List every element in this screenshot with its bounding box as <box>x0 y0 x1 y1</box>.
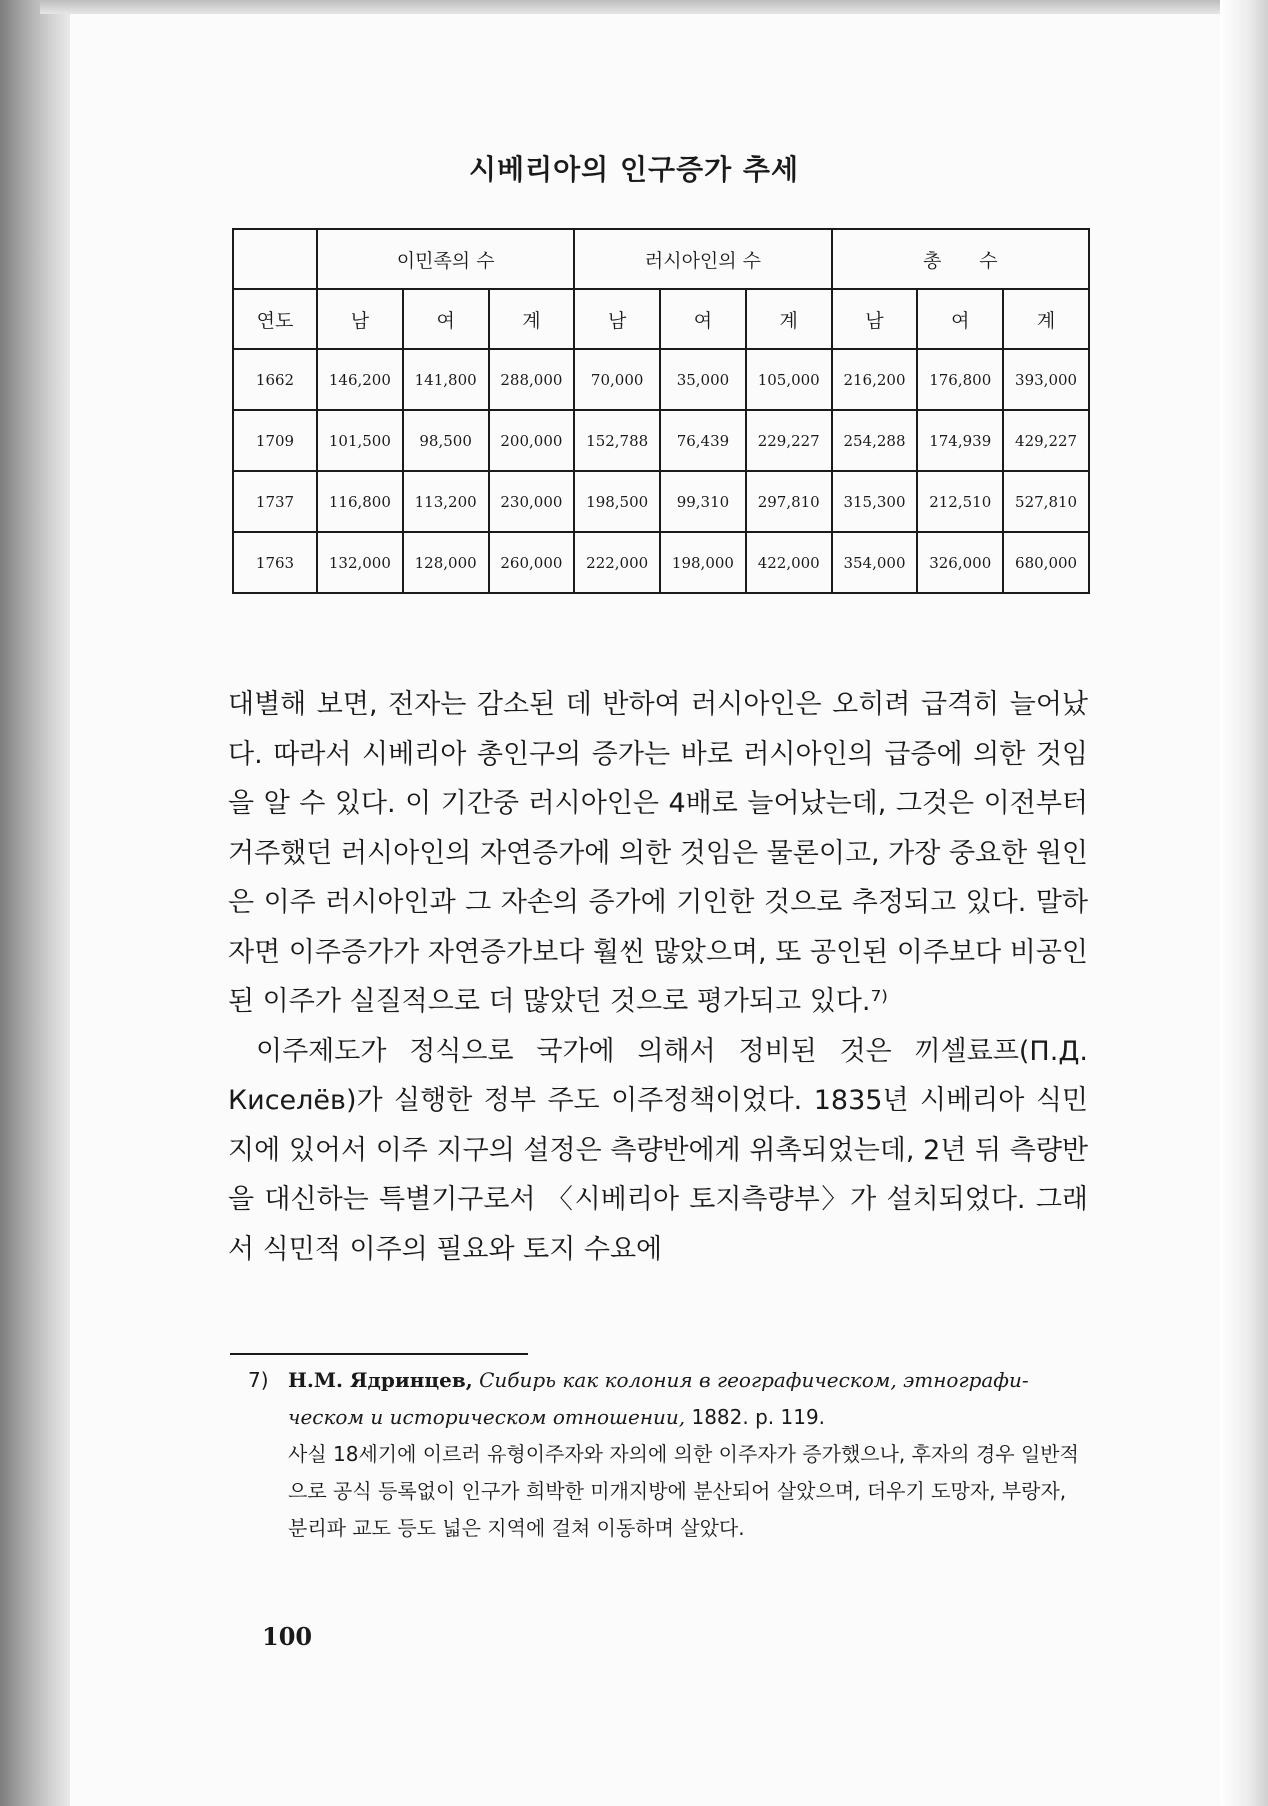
table-cell: 76,439 <box>660 410 746 471</box>
sub-header-female: 여 <box>917 289 1003 349</box>
table-cell: 393,000 <box>1003 349 1089 410</box>
table-cell: 101,500 <box>317 410 403 471</box>
table-cell-year: 1709 <box>233 410 317 471</box>
sub-header-sum: 계 <box>489 289 575 349</box>
book-edge-right <box>1220 0 1268 1806</box>
body-paragraph: 이주제도가 정식으로 국가에 의해서 정비된 것은 끼셀료프(П.Д. Киселёв)가 실행한 정부 주도 이주정책이었다. 1835년 시베리아 식민지에 있어서 이주 지구의 설정은 측량반에게 위촉되었는데, 2년 뒤 측량반을 대신하는 특별기구로서 〈시베리아 토지측량부〉가 설치되었다. 그래서 식민적 이주의 필요와 토지 수요에 <box>228 1035 1088 1265</box>
sub-header-female: 여 <box>660 289 746 349</box>
table-cell-year: 1662 <box>233 349 317 410</box>
sub-header-sum: 계 <box>1003 289 1089 349</box>
footnote-divider <box>230 1353 528 1355</box>
table-cell: 99,310 <box>660 471 746 532</box>
table-row <box>233 532 1089 593</box>
table-cell: 152,788 <box>574 410 660 471</box>
body-paragraph: 대별해 보면, 전자는 감소된 데 반하여 러시아인은 오히려 급격히 늘어났다. 따라서 시베리아 총인구의 증가는 바로 러시아인의 급증에 의한 것임을 알 수 있다. 이 기간중 러시아인은 4배로 늘어났는데, 그것은 이전부터 거주했던 러시아인의 자연증가에 의한 것임은 물론이고, 가장 중요한 원인은 이주 러시아인과 그 자손의 증가에 기인한 것으로 추정되고 있다. 말하자면 이주증가가 자연증가보다 훨씬 많았으며, 또 공인된 이주보다 비공인된 이주가 실질적으로 더 많았던 것으로 평가되고 있다.⁷⁾ <box>228 689 1088 1017</box>
table-cell: 198,500 <box>574 471 660 532</box>
sub-header-sum: 계 <box>746 289 832 349</box>
table-cell: 429,227 <box>1003 410 1089 471</box>
table-cell: 422,000 <box>746 532 832 593</box>
book-edge-left <box>0 0 70 1806</box>
table-cell: 176,800 <box>917 349 1003 410</box>
footnote <box>248 1362 1088 1547</box>
footnote-author: Н.М. Ядринцев, <box>288 1368 473 1392</box>
table-cell: 113,200 <box>403 471 489 532</box>
table-cell: 288,000 <box>489 349 575 410</box>
table-row <box>233 471 1089 532</box>
table-cell: 297,810 <box>746 471 832 532</box>
table-cell: 146,200 <box>317 349 403 410</box>
table-cell: 315,300 <box>832 471 918 532</box>
group-header-russians: 러시아인의 수 <box>574 229 831 289</box>
body-text <box>228 680 1088 1274</box>
table-cell: 354,000 <box>832 532 918 593</box>
footnote-publication: 1882. p. 119. <box>691 1405 826 1429</box>
table-cell: 212,510 <box>917 471 1003 532</box>
footnote-citation-continued <box>248 1399 1088 1436</box>
sub-header-male: 남 <box>317 289 403 349</box>
table-cell: 216,200 <box>832 349 918 410</box>
sub-header-female: 여 <box>403 289 489 349</box>
footnote-title: Сибирь как колония в географическом, этнографи- <box>479 1368 1029 1392</box>
footnote-title-continued: ческом и историческом отношении, <box>288 1405 686 1429</box>
table-cell: 680,000 <box>1003 532 1089 593</box>
table-title: 시베리아의 인구증가 추세 <box>468 153 800 186</box>
table-cell-year: 1763 <box>233 532 317 593</box>
table-cell: 254,288 <box>832 410 918 471</box>
table-group-header-row <box>233 229 1089 289</box>
table-cell: 222,000 <box>574 532 660 593</box>
table-cell: 174,939 <box>917 410 1003 471</box>
table-cell: 200,000 <box>489 410 575 471</box>
book-edge-top <box>40 0 1268 14</box>
table-cell: 527,810 <box>1003 471 1089 532</box>
table-cell: 70,000 <box>574 349 660 410</box>
table-row <box>233 410 1089 471</box>
sub-header-male: 남 <box>574 289 660 349</box>
footnote-note: 사실 18세기에 이르러 유형이주자와 자의에 의한 이주자가 증가했으나, 후자의 경우 일반적으로 공식 등록없이 인구가 희박한 미개지방에 분산되어 살았으며, 더우기 도망자, 부랑자, 분리파 교도 등도 넓은 지역에 걸쳐 이동하며 살았다. <box>288 1442 1079 1540</box>
footnote-number: 7) <box>248 1368 269 1392</box>
table-cell: 132,000 <box>317 532 403 593</box>
table-cell: 229,227 <box>746 410 832 471</box>
table-cell: 116,800 <box>317 471 403 532</box>
table-cell: 260,000 <box>489 532 575 593</box>
sub-header-male: 남 <box>832 289 918 349</box>
table-cell: 98,500 <box>403 410 489 471</box>
table-cell: 105,000 <box>746 349 832 410</box>
footnote-citation-line <box>248 1362 1088 1399</box>
table-cell: 141,800 <box>403 349 489 410</box>
table-row <box>233 349 1089 410</box>
group-header-total: 총 수 <box>832 229 1089 289</box>
table-sub-header-row <box>233 289 1089 349</box>
group-header-natives: 이민족의 수 <box>317 229 574 289</box>
table-cell: 230,000 <box>489 471 575 532</box>
table-cell: 128,000 <box>403 532 489 593</box>
table-cell: 326,000 <box>917 532 1003 593</box>
table-cell: 198,000 <box>660 532 746 593</box>
table-corner-cell <box>233 229 317 289</box>
table-cell: 35,000 <box>660 349 746 410</box>
year-header: 연도 <box>233 289 317 349</box>
page-number: 100 <box>262 1622 313 1651</box>
population-table <box>232 228 1090 594</box>
table-cell-year: 1737 <box>233 471 317 532</box>
